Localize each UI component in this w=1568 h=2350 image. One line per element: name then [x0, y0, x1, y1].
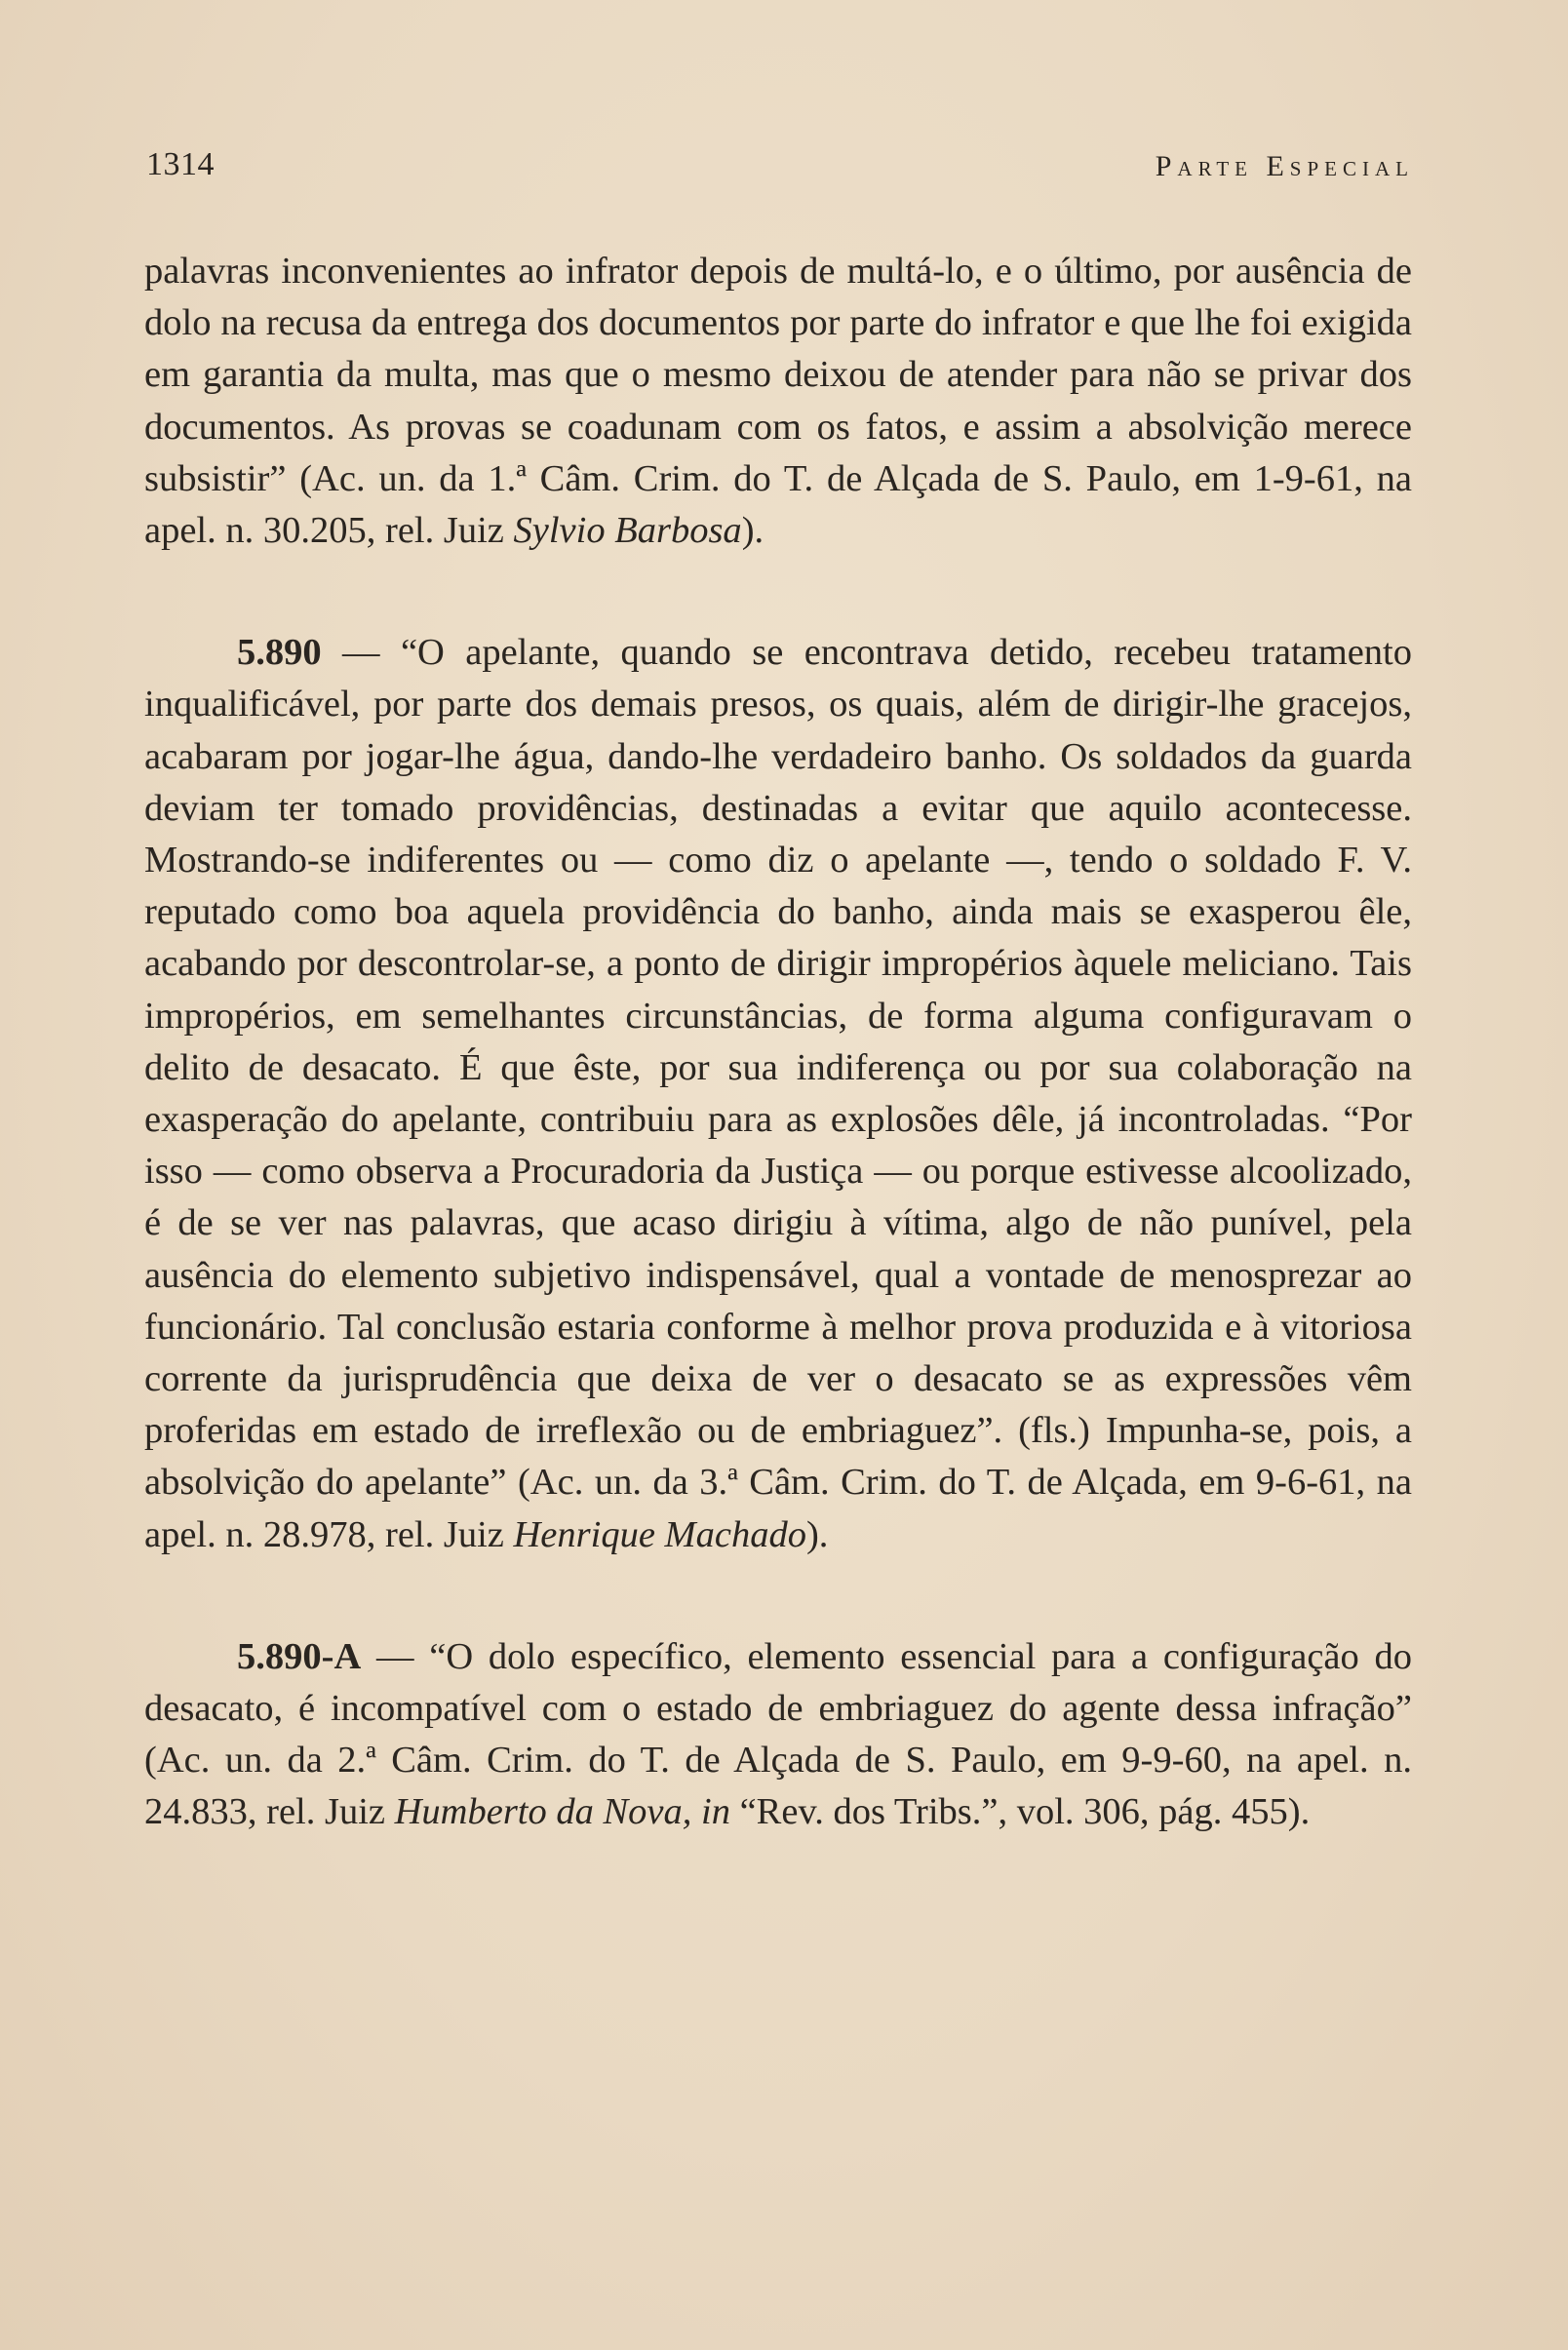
paragraph-gap	[144, 557, 1412, 627]
paragraph-5890-a	[144, 1631, 1412, 1839]
section-number: 5.890-A	[237, 1635, 362, 1677]
paragraph-5890	[144, 627, 1412, 1561]
paragraph-continuation	[144, 246, 1412, 557]
text-segment: — “O apelante, quando se encontrava detido, recebeu tratamento inqualificável, por parte dos demais presos, os quais, além de dirigir-lhe gracejos, acabaram por jogar-lhe água, dando-lhe verdadeiro banho. Os soldados da guarda deviam ter tomado providências, destinadas a evitar que aquilo acontecesse. Mostrando-se indiferentes ou — como diz o apelante —, tendo o soldado F. V. reputado como boa aquela providência do banho, ainda mais se exasperou êle, acabando por descontrolar-se, a ponto de dirigir impropérios àquele meliciano. Tais impropérios, em semelhantes circunstâncias, de forma alguma configuravam o delito de desacato. É que êste, por sua indiferença ou por sua colaboração na exasperação do apelante, contribuiu para as explosões dêle, já incontroladas. “Por isso — como observa a Procuradoria da Justiça — ou porque estivesse alcoolizado, é de se ver nas palavras, que acaso dirigiu à vítima, algo de não punível, pela ausência do elemento subjetivo indispensável, qual a vontade de menosprezar ao funcionário. Tal conclusão estaria conforme à melhor prova produzida e à vitoriosa corrente da jurisprudência que deixa de ver o desacato se as expressões vêm proferidas em estado de irreflexão ou de embriaguez”. (fls.) Impunha-se, pois, a absolvição do apelante” (Ac. un. da 3.ª Câm. Crim. do T. de Alçada, em 9-6-61, na apel. n. 28.978, rel. Juiz	[144, 632, 1412, 1555]
page-header	[146, 146, 1414, 195]
judge-name: Sylvio Barbosa	[513, 510, 742, 552]
text-segment: — “O dolo específico, elemento essencial para a configuração do desacato, é incompatível com o estado de embriaguez do agente dessa infração” (Ac. un. da 2.ª Câm. Crim. do T. de Alçada de S. Paulo, em 9-9-60, na apel. n. 24.833, rel. Juiz	[144, 1635, 1412, 1833]
judge-name: Humberto da Nova, in	[394, 1791, 730, 1833]
running-head: Parte Especial	[1155, 150, 1414, 182]
judge-name: Henrique Machado	[513, 1513, 806, 1555]
text-segment: ).	[741, 510, 764, 552]
text-segment: ).	[805, 1513, 829, 1555]
paragraph-gap	[144, 1561, 1412, 1631]
body-text	[144, 246, 1412, 1839]
text-segment: palavras inconvenientes ao infrator depois de multá-lo, e o último, por ausência de dolo na recusa da entrega dos documentos por parte do infrator e que lhe foi exigida em garantia da multa, mas que o mesmo deixou de atender para não se privar dos documentos. As provas se coadunam com os fatos, e assim a absolvição merece subsistir” (Ac. un. da 1.ª Câm. Crim. do T. de Alçada de S. Paulo, em 1-9-61, na apel. n. 30.205, rel. Juiz	[144, 251, 1412, 552]
section-number: 5.890	[237, 632, 322, 674]
page-number: 1314	[146, 146, 215, 182]
text-segment: “Rev. dos Tribs.”, vol. 306, pág. 455).	[729, 1791, 1311, 1833]
